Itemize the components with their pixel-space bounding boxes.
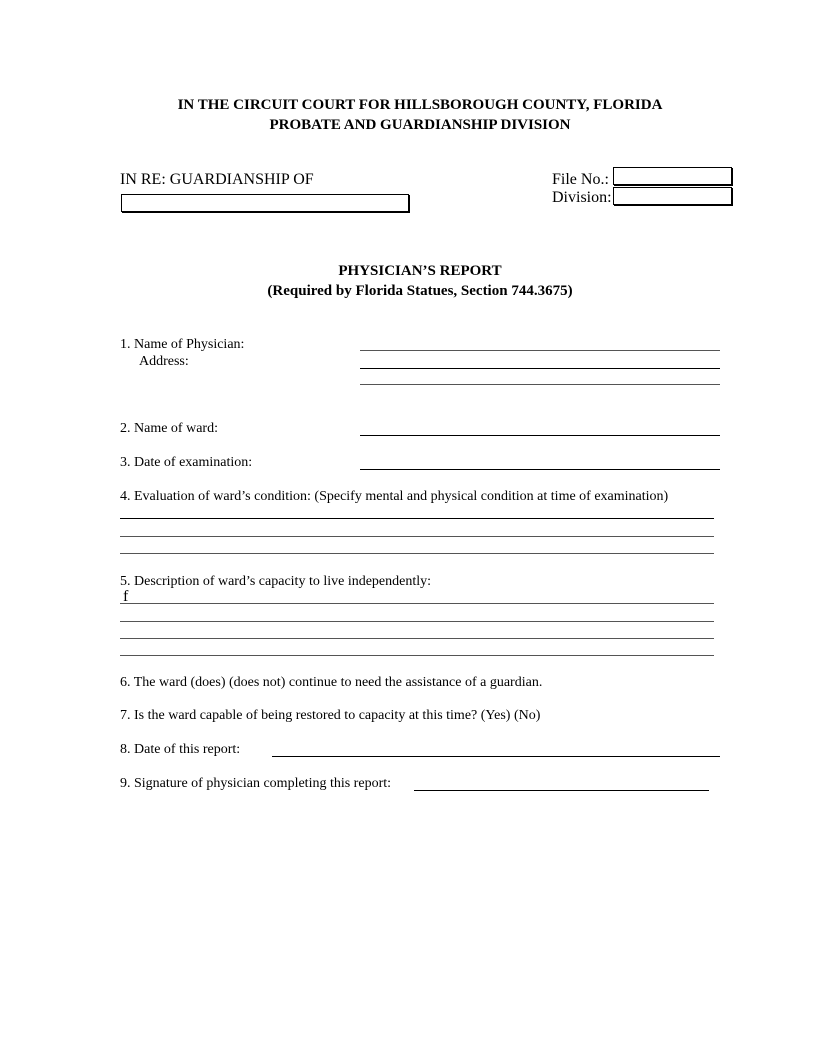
q3-exam-date-label: 3. Date of examination:	[120, 455, 253, 470]
q9-signature-label: 9. Signature of physician completing this report:	[120, 776, 392, 791]
division-heading: PROBATE AND GUARDIANSHIP DIVISION	[269, 117, 571, 133]
capacity-line-1[interactable]	[120, 603, 714, 604]
evaluation-line-1[interactable]	[120, 518, 714, 519]
physician-signature-line[interactable]	[414, 790, 709, 791]
evaluation-line-2[interactable]	[120, 536, 714, 537]
q7-restoration: 7. Is the ward capable of being restored to capacity at this time? (Yes) (No)	[120, 708, 541, 723]
capacity-line-2[interactable]	[120, 621, 714, 622]
report-date-line[interactable]	[272, 756, 720, 757]
division-field[interactable]	[613, 187, 732, 205]
report-title: PHYSICIAN’S REPORT	[338, 263, 502, 279]
capacity-line-4[interactable]	[120, 655, 714, 656]
file-no-field[interactable]	[613, 167, 732, 185]
division-label: Division:	[552, 189, 612, 206]
report-subtitle: (Required by Florida Statues, Section 744.3675)	[267, 283, 573, 299]
capacity-line-3[interactable]	[120, 638, 714, 639]
q8-report-date-label: 8. Date of this report:	[120, 742, 241, 757]
q4-evaluation-label: 4. Evaluation of ward’s condition: (Specify mental and physical condition at time of examination)	[120, 489, 669, 504]
ward-name-field[interactable]	[121, 194, 409, 212]
court-heading: IN THE CIRCUIT COURT FOR HILLSBOROUGH COUNTY, FLORIDA	[177, 97, 663, 113]
q5-capacity-label: 5. Description of ward’s capacity to live independently:	[120, 574, 432, 589]
q1-address-label: Address:	[139, 354, 189, 369]
address-line-1[interactable]	[360, 368, 720, 369]
file-no-label: File No.:	[552, 171, 609, 188]
ward-name-line[interactable]	[360, 435, 720, 436]
evaluation-line-3[interactable]	[120, 553, 714, 554]
in-re-label: IN RE: GUARDIANSHIP OF	[120, 171, 314, 188]
stray-mark: f	[123, 588, 129, 605]
exam-date-line[interactable]	[360, 469, 720, 470]
q6-guardian-need: 6. The ward (does) (does not) continue to need the assistance of a guardian.	[120, 675, 543, 690]
q1-physician-name-label: 1. Name of Physician:	[120, 337, 245, 352]
address-line-2[interactable]	[360, 384, 720, 385]
physician-name-line[interactable]	[360, 350, 720, 351]
q2-ward-name-label: 2. Name of ward:	[120, 421, 218, 436]
